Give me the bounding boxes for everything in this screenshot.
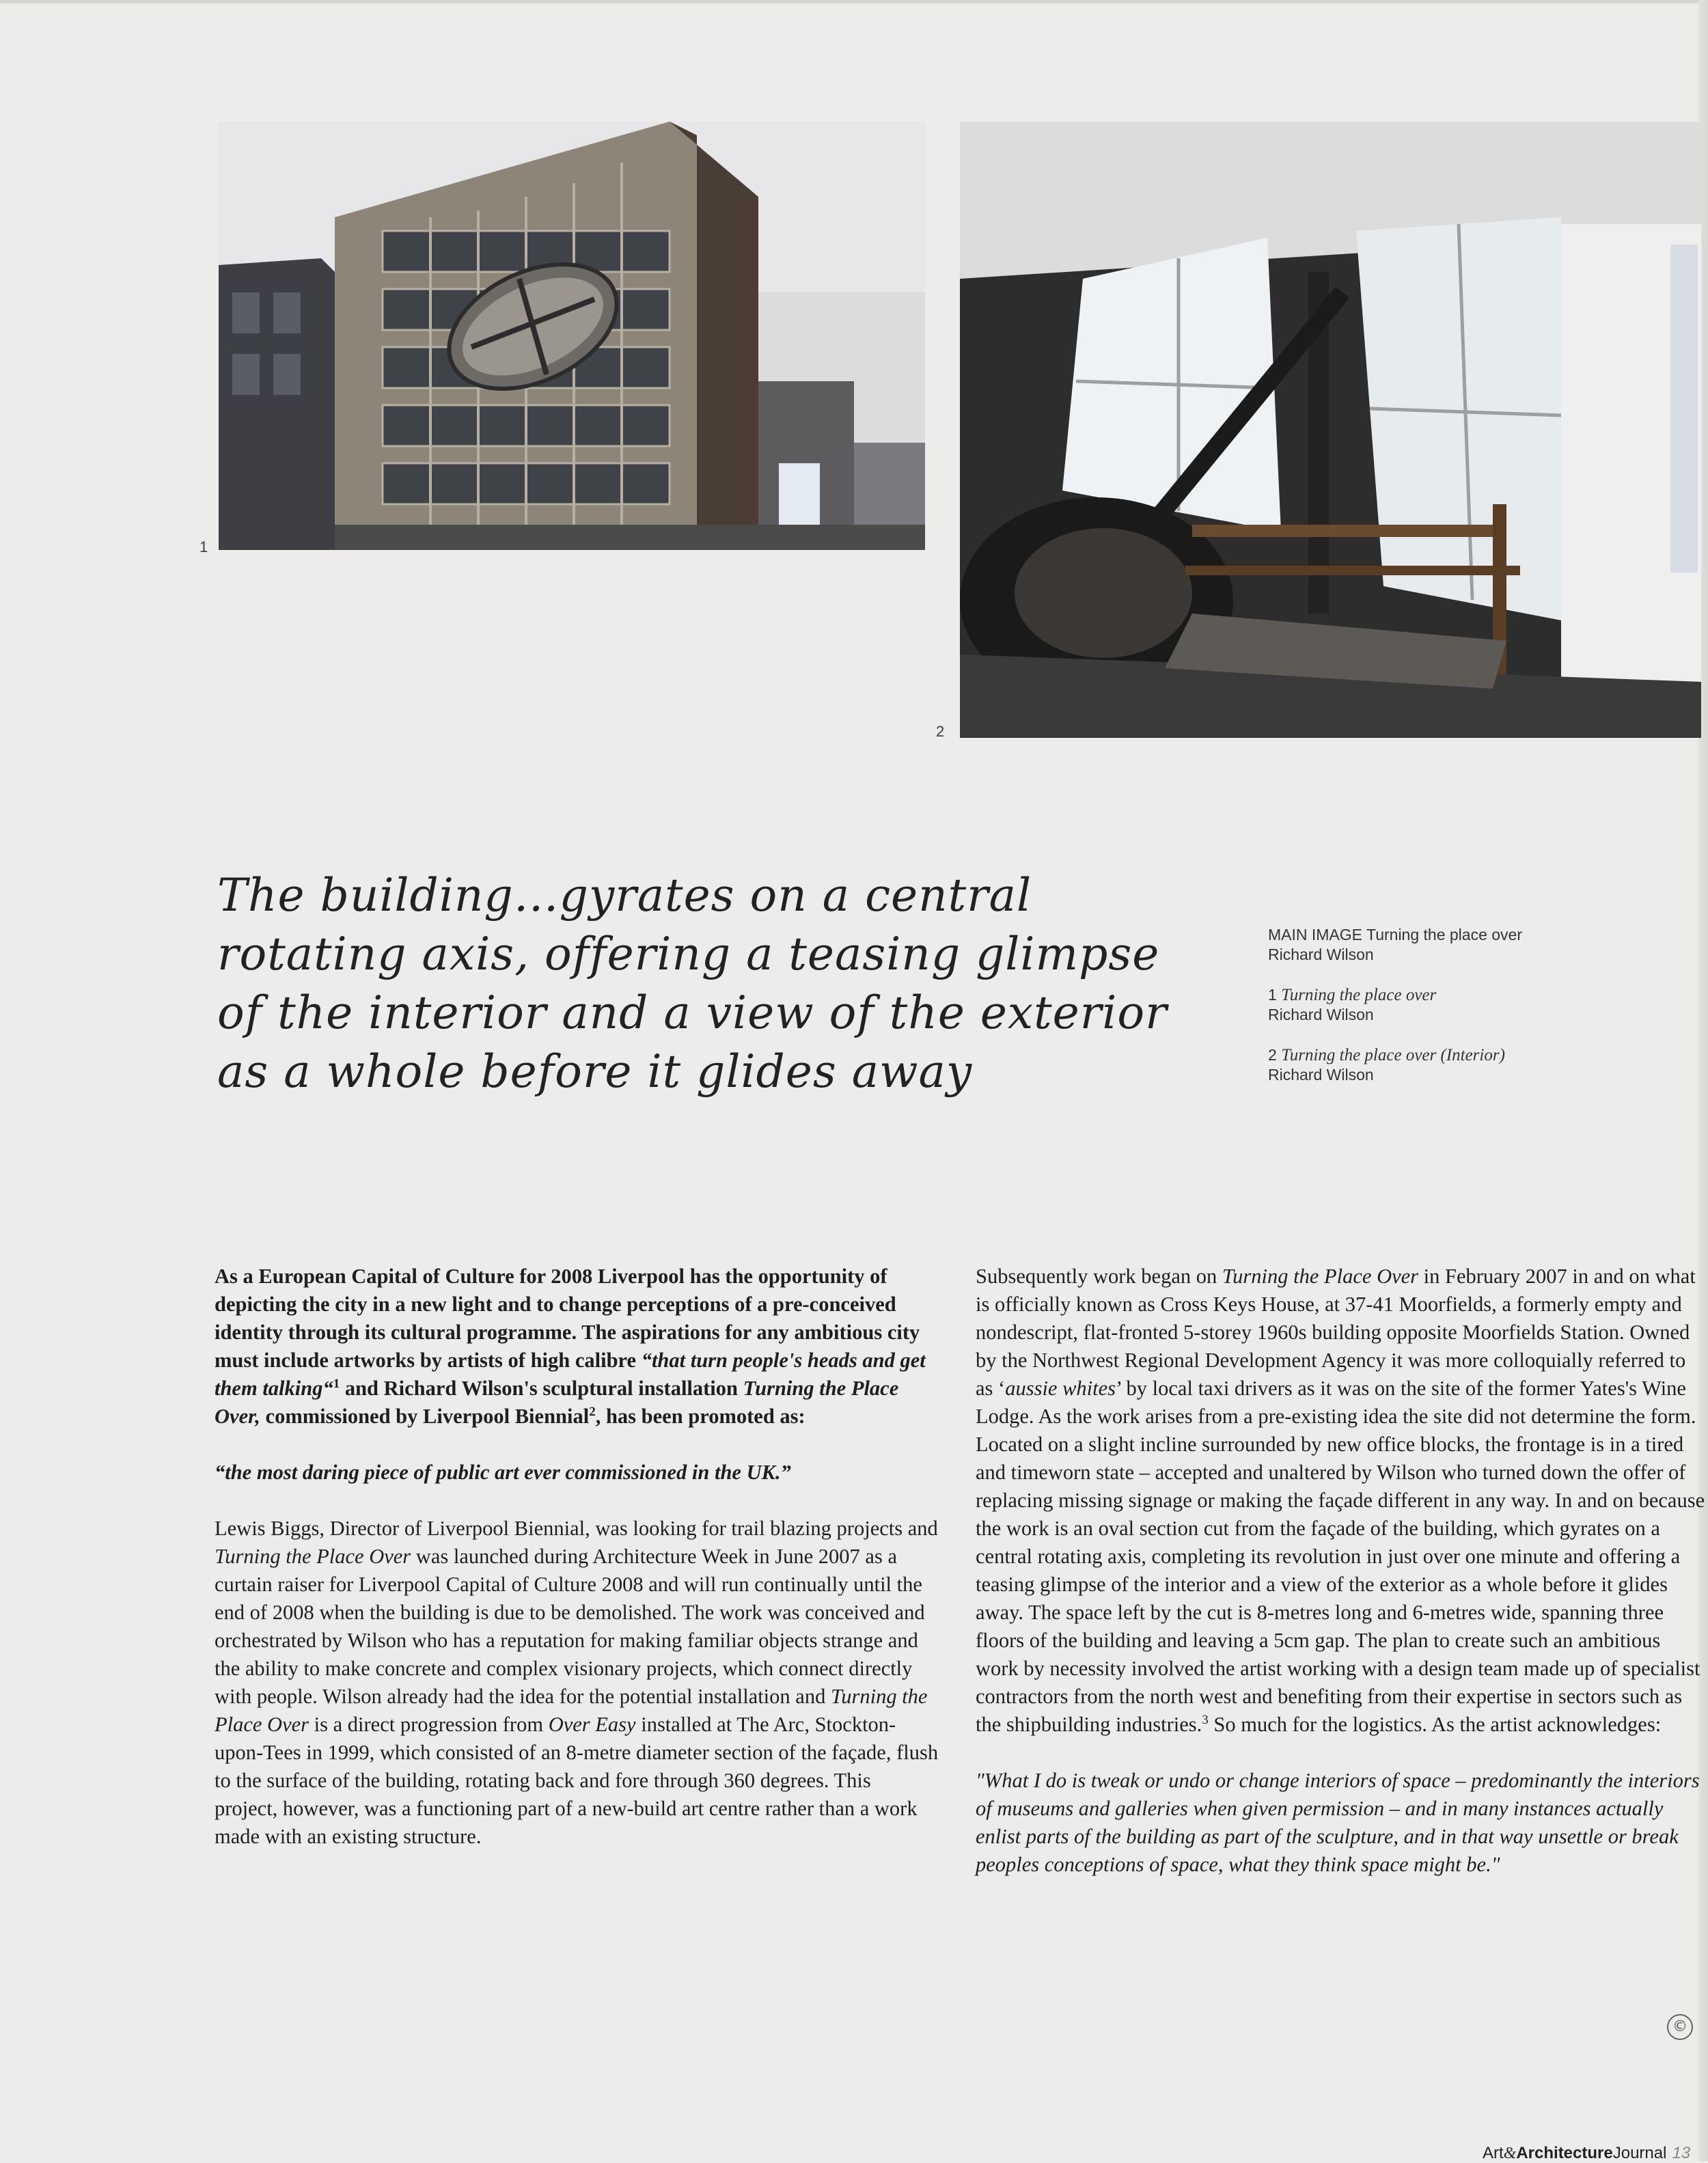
p3-nickname: aussie whites [1005, 1377, 1116, 1400]
body-paragraph-3 [976, 1263, 1707, 1739]
p2-text-b: was launched during Architecture Week in June 2007 as a curtain raiser for Liverpool Capital of Culture 2008 and will run continually until the end of 2008 when the building is due to be demolished. The work was conceived and orchestrated by Wilson who has a reputation for making familiar objects strange and the ability to make concrete and complex visionary projects, which connect directly with people. Wilson already had the idea for the potential installation and [215, 1545, 925, 1708]
caption-2 [1268, 1045, 1623, 1085]
lead-text-4: , has been promoted as: [595, 1405, 805, 1428]
body-paragraph-2 [215, 1515, 939, 1851]
p3-text-d: So much for the logistics. As the artist acknowledges: [1208, 1713, 1662, 1736]
p2-text-c: is a direct progression from [309, 1713, 549, 1736]
page-number: 13 [1672, 2144, 1691, 2162]
photo-interior [960, 122, 1701, 738]
footer-brand-journal: Journal [1612, 2144, 1667, 2162]
figure-number-2: 2 [936, 723, 945, 740]
body-column-right [976, 1263, 1707, 1879]
lead-text-3: commissioned by Liverpool Biennial [260, 1405, 590, 1428]
caption-2-title: Turning the place over (Interior) [1281, 1046, 1505, 1064]
caption-main-artist: Richard Wilson [1268, 946, 1374, 963]
figure-number-1: 1 [199, 538, 208, 555]
p2-text-d: installed at The Arc, Stockton-upon-Tees in 1999, which consisted of an 8-metre diameter section of the façade, flush to the surface of the building, rotating back and fore through 360 degrees. This project, however, was a functioning part of a new-build art centre rather than a work made with an existing structure. [215, 1713, 939, 1848]
pull-quote: The building…gyrates on a central rotating axis, offering a teasing glimpse of the interior and a view of the exterior as a whole before it glides away [217, 869, 1168, 1098]
footer-brand-art: Art [1483, 2144, 1504, 2162]
p3-text-a: Subsequently work began on [976, 1265, 1222, 1288]
artist-quote: "What I do is tweak or undo or change interiors of space – predominantly the interiors of museums and galleries when given permission – and in many instances actually enlist parts of the building as part of the sculpture, and in that way unsettle or break peoples conceptions of space, what they think space might be." [976, 1769, 1700, 1876]
caption-main-title: Turning the place over [1366, 926, 1523, 943]
footer-brand-amp: & [1503, 2145, 1517, 2162]
page-footer [1483, 2144, 1690, 2163]
p2-text-a: Lewis Biggs, Director of Liverpool Biennial, was looking for trail blazing projects and [215, 1517, 938, 1540]
caption-1-title: Turning the place over [1281, 986, 1437, 1004]
p2-artwork-title-2: Turning the Place Over [215, 1685, 928, 1736]
image-captions [1268, 925, 1623, 1105]
footer-brand-architecture: Architecture [1516, 2144, 1613, 2162]
p2-artwork-title-3: Over Easy [548, 1713, 636, 1736]
page-edge-top [0, 0, 1708, 3]
footnote-ref-1: 1 [333, 1376, 340, 1391]
caption-main [1268, 925, 1623, 965]
footnote-ref-3: 3 [1202, 1712, 1209, 1727]
caption-1-artist: Richard Wilson [1268, 1006, 1374, 1023]
caption-2-artist: Richard Wilson [1268, 1066, 1374, 1084]
caption-1-number: 1 [1268, 986, 1277, 1004]
p2-artwork-title-1: Turning the Place Over [215, 1545, 411, 1568]
caption-main-label: MAIN IMAGE [1268, 926, 1363, 943]
promo-quote: “the most daring piece of public art ever commissioned in the UK.” [215, 1461, 791, 1484]
p3-artwork-title: Turning the Place Over [1222, 1265, 1419, 1288]
p3-text-b: in February 2007 in and on what is officially known as Cross Keys House, at 37-41 Moorfields, a formerly empty and nondescript, flat-fronted 5-storey 1960s building opposite Moorfields Station. Owned by the Northwest Regional Development Agency it was more colloquially referred to as ‘ [976, 1265, 1696, 1400]
lead-text-1: As a European Capital of Culture for 2008 Liverpool has the opportunity of depicting the city in a new light and to change perceptions of a pre-conceived identity through its cultural programme. The aspirations for any ambitious city must include artworks by artists of high calibre [215, 1265, 920, 1372]
caption-2-number: 2 [1268, 1046, 1277, 1064]
caption-1 [1268, 985, 1623, 1025]
footnote-ref-2: 2 [589, 1404, 596, 1419]
body-column-left [215, 1263, 939, 1851]
lead-quote: “that turn people's heads and get them talking“ [215, 1349, 926, 1400]
lead-paragraph [215, 1263, 939, 1431]
lead-text-2: and Richard Wilson's sculptural installation [340, 1377, 743, 1400]
p3-text-c: ’ by local taxi drivers as it was on the site of the former Yates's Wine Lodge. As the work arises from a pre-existing idea the site did not determine the form. Located on a slight incline surrounded by new office blocks, the frontage is in a tired and timeworn state – accepted and unaltered by Wilson who turned down the offer of replacing missing signage or making the façade different in any way. In and on because the work is an oval section cut from the façade of the building, which gyrates on a central rotating axis, completing its revolution in just over one minute and offering a teasing glimpse of the interior and a view of the exterior as a whole before it glides away. The space left by the cut is 8-metres long and 6-metres wide, spanning three floors of the building and leaving a 5cm gap. The plan to create such an ambitious work by necessity involved the artist working with a design team made up of specialist contractors from the north west and benefiting from their expertise in sectors such as the shipbuilding industries. [976, 1377, 1705, 1736]
photo-exterior [219, 122, 925, 550]
copyright-stamp-icon: © [1667, 2014, 1693, 2040]
lead-artwork-title: Turning the Place Over, [215, 1377, 899, 1428]
